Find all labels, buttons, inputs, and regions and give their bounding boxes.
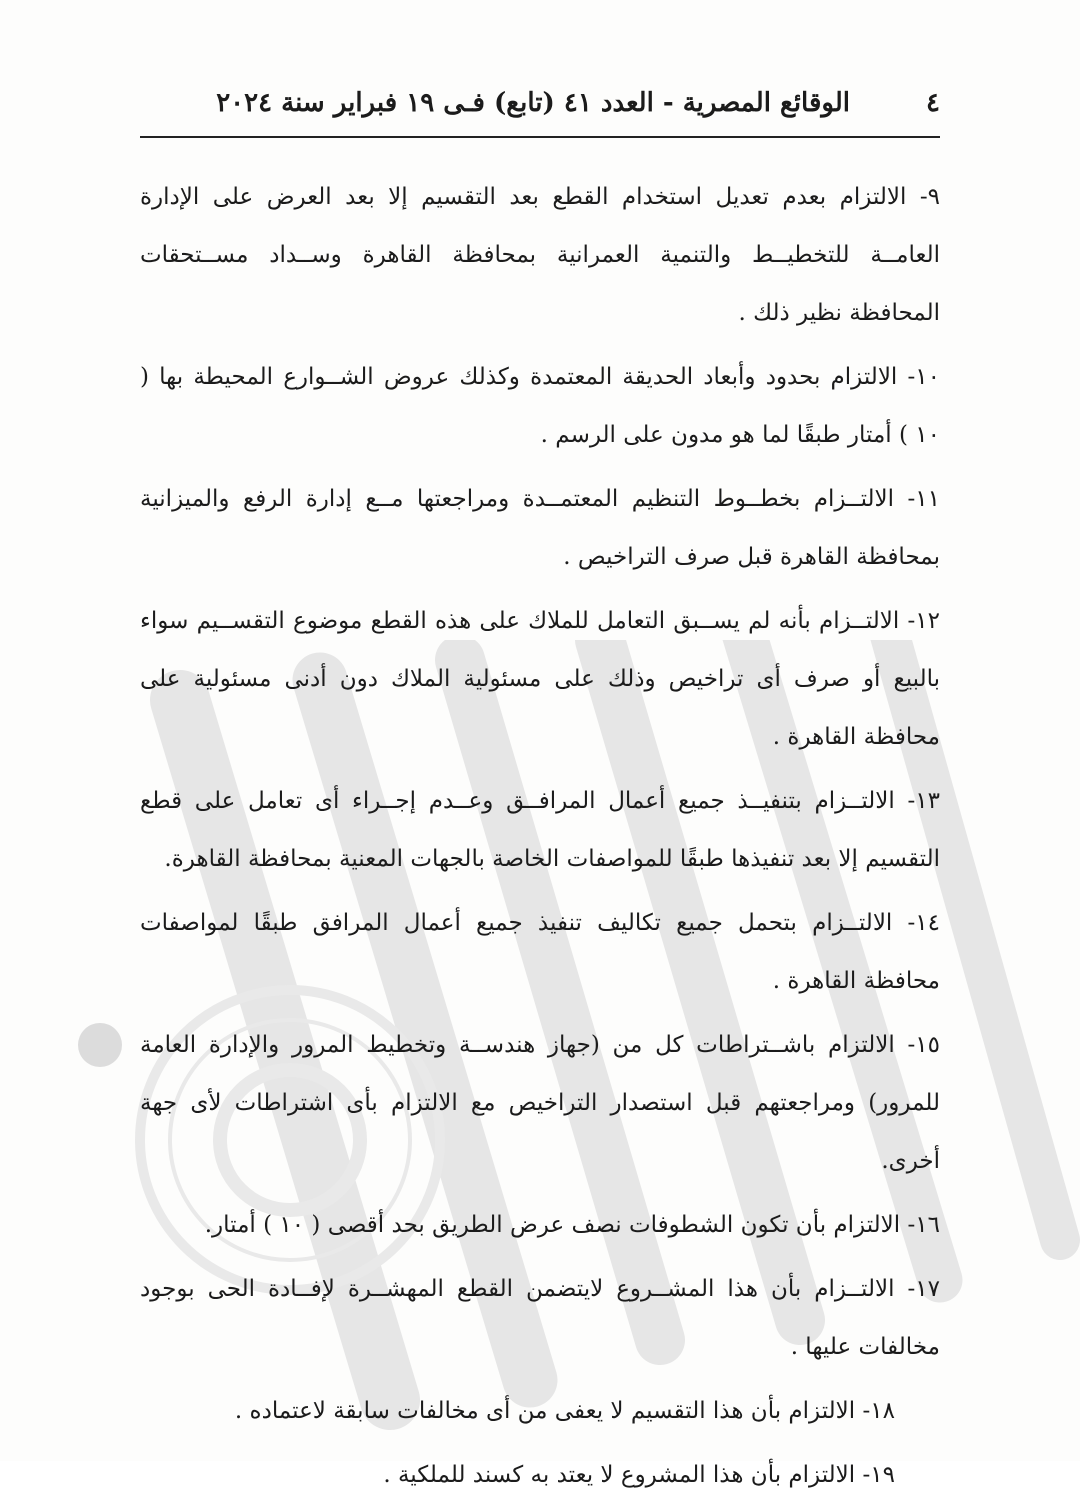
page-header (140, 88, 940, 136)
clause-11: ١١- الالتــزام بخطــوط التنظيم المعتمــدة ومراجعتها مــع إدارة الرفع والميزانية بمحافظة القاهرة قبل صرف التراخيص . (140, 486, 940, 570)
clause-18: ١٨- الالتزام بأن هذا التقسيم لا يعفى من أى مخالفات سابقة لاعتماده . (234, 1398, 895, 1424)
clause-10: ١٠- الالتزام بحدود وأبعاد الحديقة المعتمدة وكذلك عروض الشــوارع المحيطة بها ( ١٠ ) أمتار طبقًا لما هو مدون على الرسم . (140, 364, 940, 448)
clause-15: ١٥- الالتزام باشــتراطات كل من (جهاز هندســة وتخطيط المرور والإدارة العامة للمرور) ومراجعتهم قبل استصدار التراخيص مع الالتزام بأى اشتراطات لأى جهة أخرى. (140, 1032, 940, 1174)
page-number: ٤ (926, 88, 940, 118)
clause-14: ١٤- الالتــزام بتحمل جميع تكاليف تنفيذ جميع أعمال المرافق طبقًا لمواصفات محافظة القاهرة . (140, 910, 940, 994)
clause-17: ١٧- الالتــزام بأن هذا المشــروع لايتضمن القطع المهشــرة لإفــادة الحى بوجود مخالفات عليها . (140, 1276, 940, 1360)
clause-16: ١٦- الالتزام بأن تكون الشطوفات نصف عرض الطريق بحد أقصى ( ١٠ ) أمتار. (204, 1212, 940, 1238)
clauses-list (140, 168, 940, 1510)
gazette-title: الوقائع المصرية - العدد ٤١ (تابع) فـى ١٩ فبراير سنة ٢٠٢٤ (216, 88, 850, 118)
clause-12: ١٢- الالتــزام بأنه لم يســبق التعامل للملاك على هذه القطع موضوع التقســيم سواء بالبيع أو صرف أى تراخيص وذلك على مسئولية الملاك دون أدنى مسئولية على محافظة القاهرة . (140, 608, 940, 750)
header-divider (140, 136, 940, 138)
clause-9: ٩- الالتزام بعدم تعديل استخدام القطع بعد التقسيم إلا بعد العرض على الإدارة العامــة للتخطيــط والتنمية العمرانية بمحافظة القاهرة وســداد مســتحقات المحافظة نظير ذلك . (140, 184, 940, 326)
clause-19: ١٩- الالتزام بأن هذا المشروع لا يعتد به كسند للملكية . (383, 1462, 895, 1488)
clause-13: ١٣- الالتــزام بتنفيــذ جميع أعمال المرافــق وعــدم إجــراء أى تعامل على قطع التقسيم إلا بعد تنفيذها طبقًا للمواصفات الخاصة بالجهات المعنية بمحافظة القاهرة. (140, 788, 940, 872)
